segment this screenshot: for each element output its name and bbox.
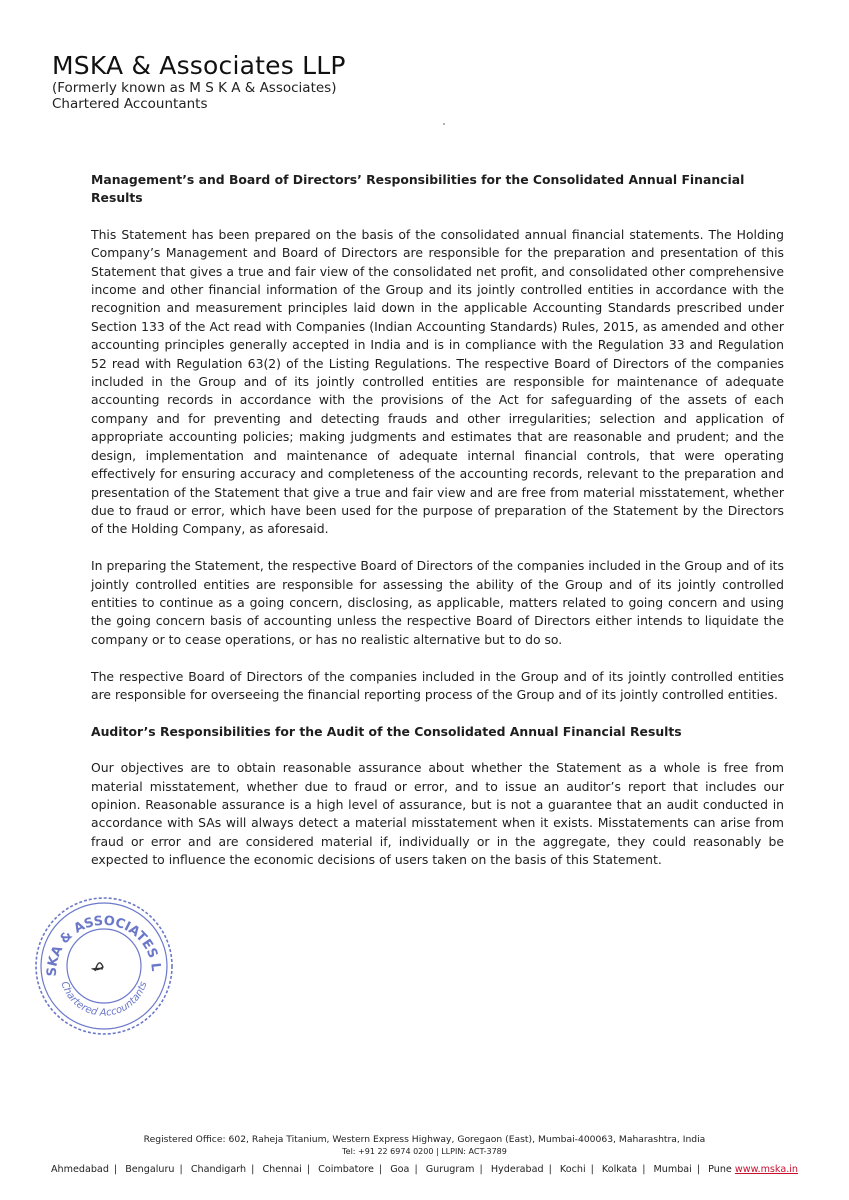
firm-name: MSKA & Associates LLP (52, 51, 346, 80)
city-item: Gurugram (425, 1164, 475, 1175)
city-item: Kolkata (601, 1164, 638, 1175)
section-heading-auditor: Auditor’s Responsibilities for the Audit of the Consolidated Annual Financial Results (91, 723, 682, 739)
city-item: Goa (390, 1164, 410, 1175)
paragraph-going-concern: In preparing the Statement, the respective Board of Directors of the companies included in the Group and of its jointly controlled entities are responsible for assessing the ability of the Group and of its jointly controlled entities to continue as a going concern, disclosing, as applicable, matters related to going concern and using the going concern basis of accounting unless the respective Board of Directors either intends to liquidate the company or to cease operations, or has no realistic alternative but to do so. (91, 558, 784, 647)
section-heading-management: Management’s and Board of Directors’ Responsibilities for the Consolidated Annual Financial Results (91, 172, 745, 206)
seal-icon (31, 893, 176, 1038)
paragraph-objectives: Our objectives are to obtain reasonable assurance about whether the Statement as a whole is free from material misstatement, whether due to fraud or error, and to issue an auditor’s report that includes our opinion. Reasonable assurance is a high level of assurance, but is not a guarantee that an audit conducted in accordance with SAs will always detect a material misstatement when it exists. Misstatements can arise from fraud or error and are considered material if, individually or in the aggregate, they could reasonably be expected to influence the economic decisions of users taken on the basis of this Statement. (91, 760, 784, 868)
svg-text:* Chartered Accountants *: Chartered Accountants (58, 980, 150, 1019)
letterhead (52, 52, 346, 112)
city-item: Ahmedabad (50, 1164, 109, 1175)
tel-llpin: Tel: +91 22 6974 0200 | LLPIN: ACT-3789 (342, 1147, 507, 1156)
paragraph-oversight: The respective Board of Directors of the companies included in the Group and of its jointly controlled entities are responsible for overseeing the financial reporting process of the Group and of its jointly controlled entities. (91, 668, 784, 702)
city-list: Ahmedabad | Bengaluru | Chandigarh | Chennai | Coimbatore | Goa | Gurugram | Hyderabad | Kochi | Kolkata | Mumbai | Pune www.mska.in (50, 1164, 798, 1175)
scan-speck (443, 123, 445, 125)
former-name: (Formerly known as M S K A & Associates) (52, 80, 337, 96)
firm-seal-stamp (31, 893, 176, 1038)
city-item: Mumbai (653, 1164, 692, 1175)
profession: Chartered Accountants (52, 96, 208, 112)
city-item: Kochi (559, 1164, 586, 1175)
city-item: Pune (708, 1164, 732, 1175)
city-item: Hyderabad (490, 1164, 544, 1175)
city-item: Bengaluru (125, 1164, 175, 1175)
registered-office: Registered Office: 602, Raheja Titanium, Western Express Highway, Goregaon (East), Mumbai-400063, Maharashtra, India (143, 1134, 706, 1145)
city-item: Coimbatore (318, 1164, 374, 1175)
city-item: Chandigarh (190, 1164, 247, 1175)
city-item: Chennai (262, 1164, 302, 1175)
document-body (91, 171, 784, 870)
paragraph-preparation: This Statement has been prepared on the basis of the consolidated annual financial statements. The Holding Company’s Management and Board of Directors are responsible for the preparation and presentation of this Statement that gives a true and fair view of the consolidated net profit, and consolidated other comprehensive income and other financial information of the Group and its jointly controlled entities in accordance with the recognition and measurement principles laid down in the applicable Accounting Standards prescribed under Section 133 of the Act read with Companies (Indian Accounting Standards) Rules, 2015, as amended and other accounting principles generally accepted in India and is in compliance with the Regulation 33 and Regulation 52 read with Regulation 63(2) of the Listing Regulations. The respective Board of Directors of the companies included in the Group and of its jointly controlled entities are responsible for maintenance of adequate accounting records in accordance with the provisions of the Act for safeguarding of the assets of each company and for preventing and detecting frauds and other irregularities; selection and application of appropriate accounting policies; making judgments and estimates that are reasonable and prudent; and the design, implementation and maintenance of adequate internal financial controls, that were operating effectively for ensuring accuracy and completeness of the accounting records, relevant to the preparation and presentation of the Statement that give a true and fair view and are free from material misstatement, whether due to fraud or error, which have been used for the purpose of preparation of the Statement by the Directors of the Holding Company, as aforesaid. (91, 226, 784, 537)
footer (0, 1133, 849, 1176)
website-link[interactable]: www.mska.in (734, 1164, 798, 1175)
svg-text:MSKA & ASSOCIATES LLP: SKA & ASSOCIATES L (44, 913, 164, 977)
